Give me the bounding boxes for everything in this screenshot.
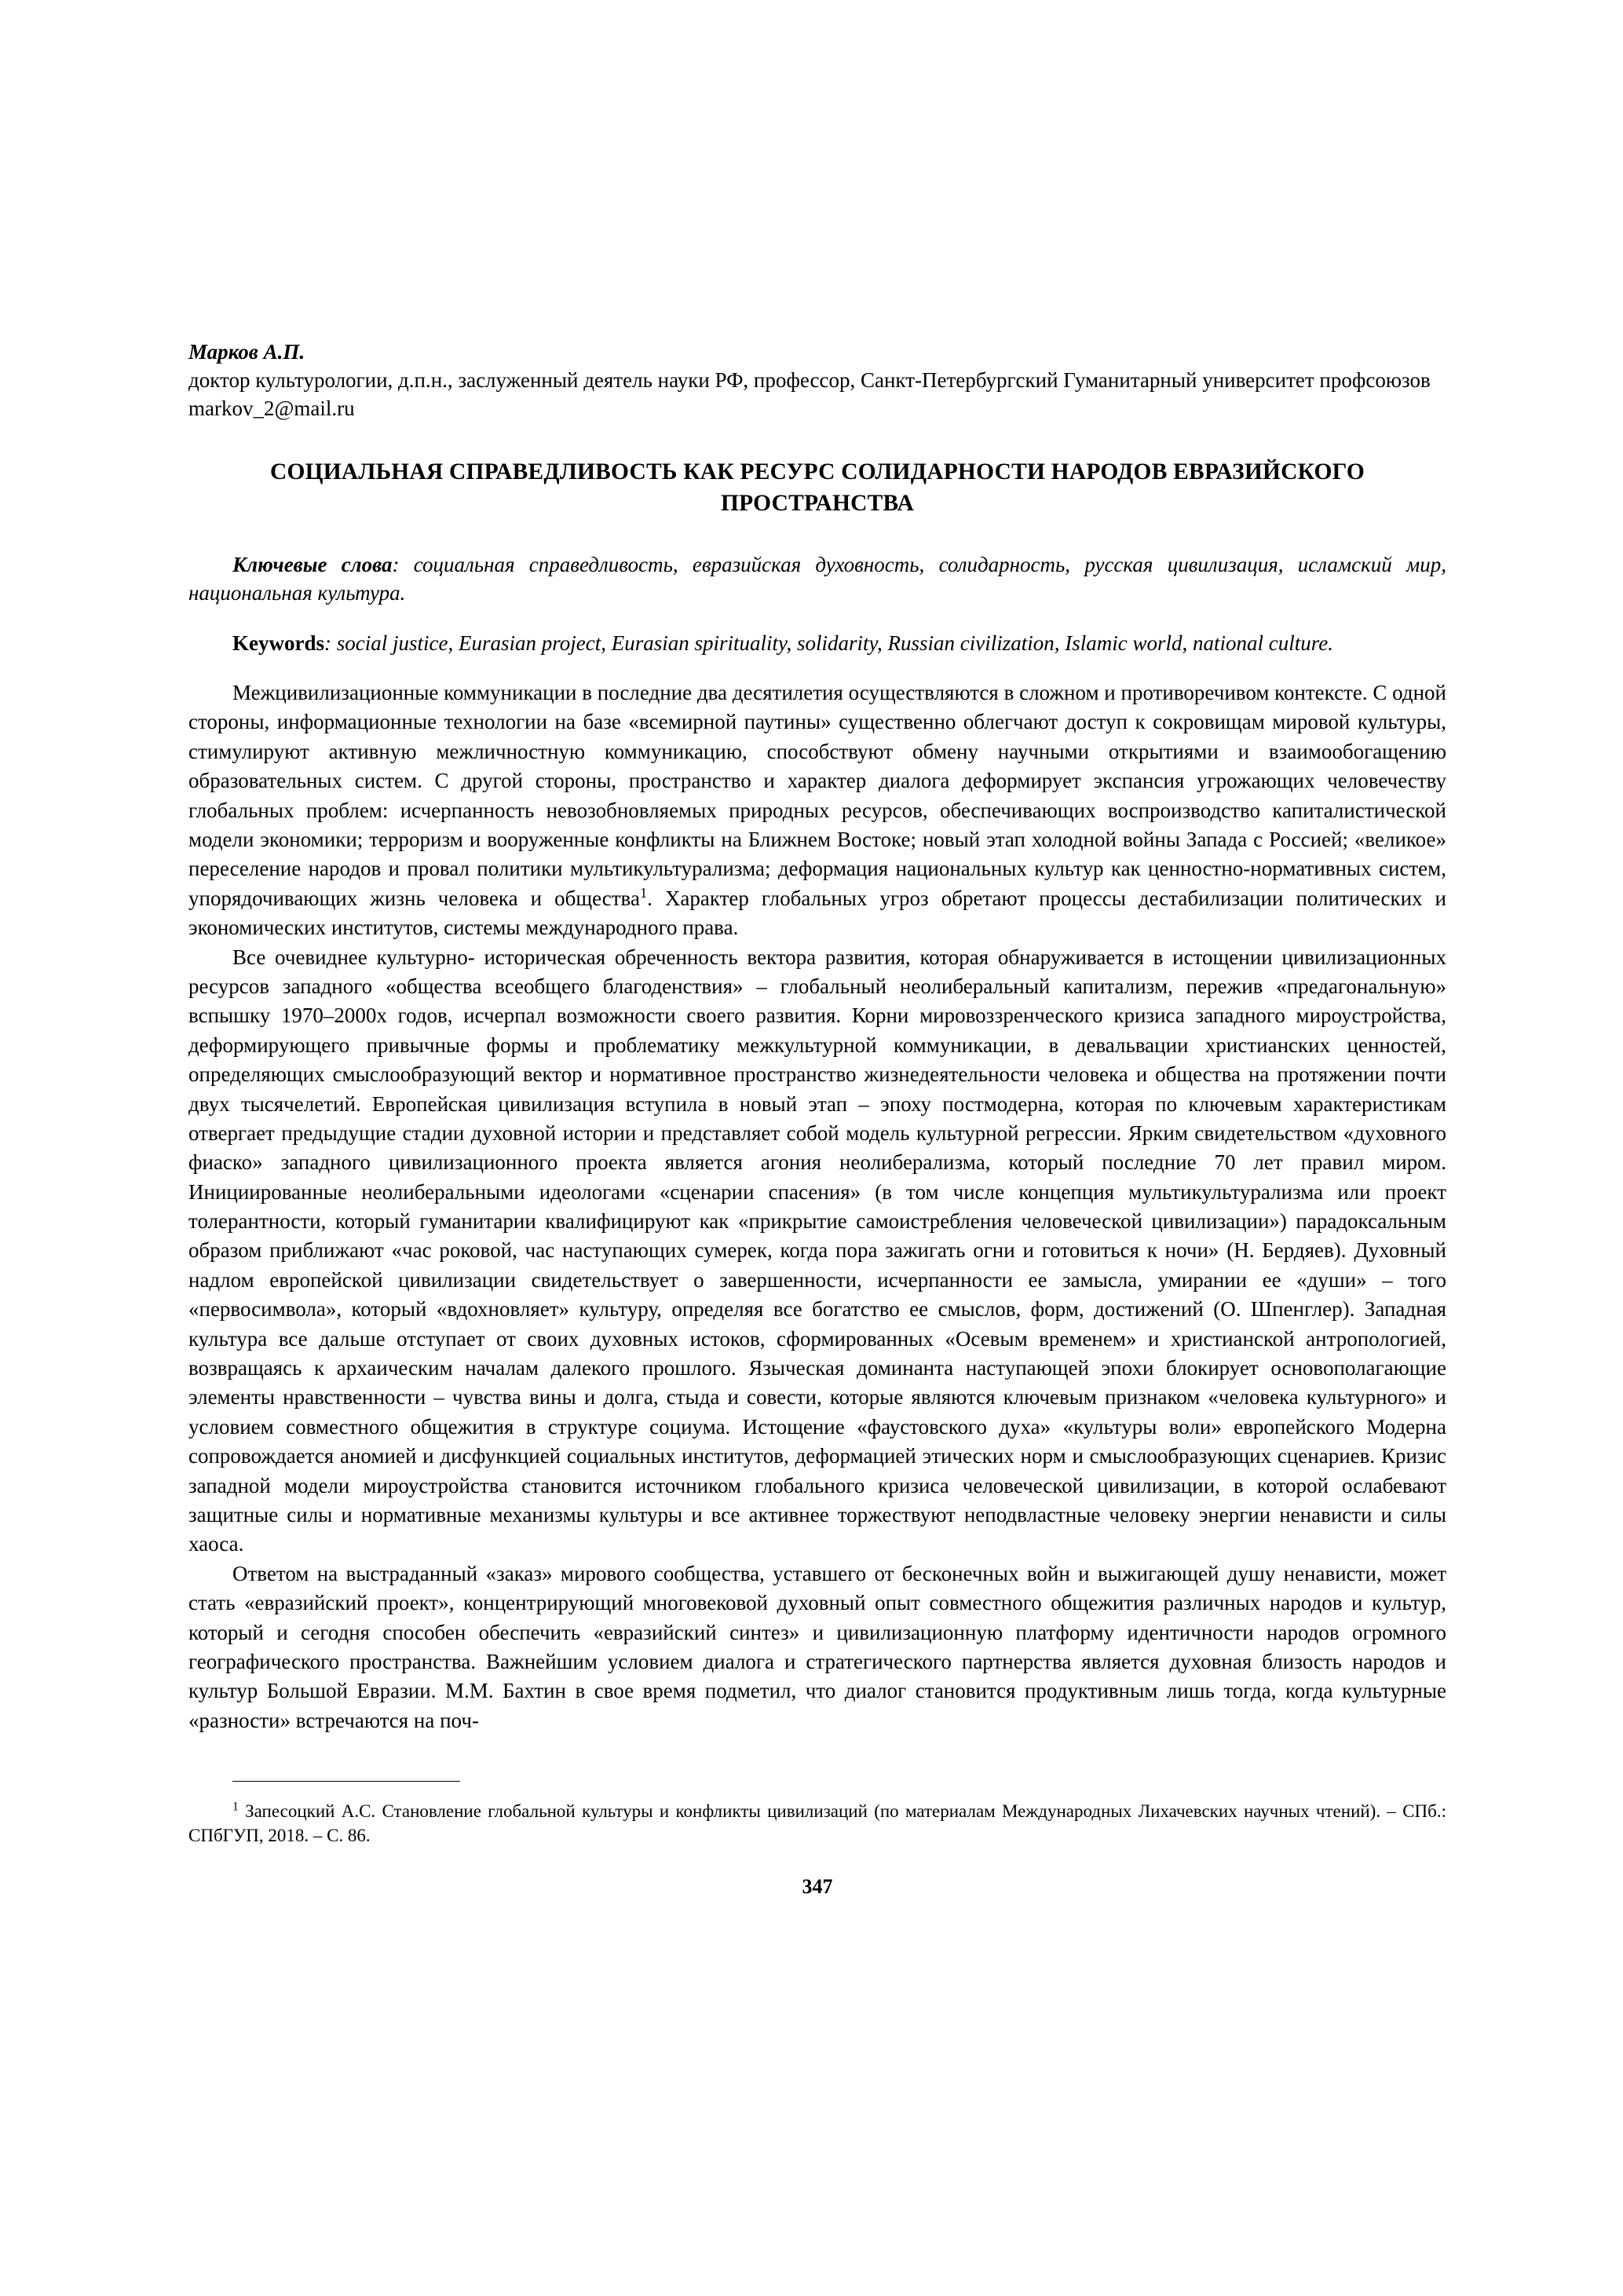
paragraph-3: Ответом на выстраданный «заказ» мирового сообщества, уставшего от бесконечных войн и выжигающей душу ненависти, может стать «евразийский проект», концентрирующий многовековой духовный опыт совместного общежития различных народов и культур, который и сегодня способен обеспечить «евразийский синтез» и цивилизационную платформу идентичности народов огромного географического пространства. Важнейшим условием диалога и стратегического партнерства является духовная близость народов и культур Большой Евразии. М.М. Бахтин в свое время подметил, что диалог становится продуктивным лишь тогда, когда культурные «разности» встречаются на поч- bbox=[188, 1561, 1446, 1732]
footnote-ref-1: 1 bbox=[639, 884, 648, 901]
page-number: 347 bbox=[802, 1874, 833, 1898]
author-affiliation: доктор культурологии, д.п.н., заслуженный деятель науки РФ, профессор, Санкт-Петербургский Гуманитарный университет профсоюзов bbox=[188, 368, 1431, 393]
article-body bbox=[188, 678, 1446, 1735]
paragraph-1-part-b: . Характер глобальных угроз обретают процессы дестабилизации политических и экономических институтов, системы международного права. bbox=[188, 886, 1446, 940]
author-block bbox=[188, 338, 1446, 423]
keywords-en-label: Keywords bbox=[232, 631, 324, 655]
keywords-ru-text: : социальная справедливость, евразийская духовность, солидарность, русская цивилизация, исламский мир, национальная культура. bbox=[188, 552, 1446, 605]
footnote-separator bbox=[232, 1781, 460, 1782]
author-name: Марков А.П. bbox=[188, 340, 305, 364]
paragraph-1 bbox=[188, 678, 1446, 943]
keywords-en bbox=[188, 629, 1446, 657]
paragraph-2: Все очевиднее культурно- историческая обреченность вектора развития, которая обнаруживается в истощении цивилизационных ресурсов западного «общества всеобщего благоденствия» – глобальный неолиберальный капитализм, пережив «предагональную» вспышку 1970–2000х годов, исчерпал возможности своего развития. Корни мировоззренческого кризиса западного мироустройства, деформирующего привычные формы и проблематику межкультурной коммуникации, в девальвации христианских ценностей, определяющих смыслообразующий вектор и нормативное пространство жизнедеятельности человека и общества на протяжении почти двух тысячелетий. Европейская цивилизация вступила в новый этап – эпоху постмодерна, которая по ключевым характеристикам отвергает предыдущие стадии духовной истории и представляет собой модель культурной регрессии. Ярким свидетельством «духовного фиаско» западного цивилизационного проекта является агония неолиберализма, который последние 70 лет правил миром. Инициированные неолиберальными идеологами «сценарии спасения» (в том числе концепция мультикультурализма или проект толерантности, который гуманитарии квалифицируют как «прикрытие самоистребления человеческой цивилизации») парадоксальным образом приближают «час роковой, час наступающих сумерек, когда пора зажигать огни и готовиться к ночи» (Н. Бердяев). Духовный надлом европейской цивилизации свидетельствует о завершенности, исчерпанности ее замысла, умирании ее «души» – того «первосимвола», который «вдохновляет» культуру, определяя все богатство ее смыслов, форм, достижений (О. Шпенглер). Западная культура все дальше отступает от своих духовных истоков, сформированных «Осевым временем» и христианской антропологией, возвращаясь к архаическим началам далекого прошлого. Языческая доминанта наступающей эпохи блокирует основополагающие элементы нравственности – чувства вины и долга, стыда и совести, которые являются ключевым признаком «человека культурного» и условием совместного общежития в структуре социума. Истощение «фаустовского духа» «культуры воли» европейского Модерна сопровождается аномией и дисфункцией социальных институтов, деформацией этических норм и смыслообразующих сценариев. Кризис западной модели мироустройства становится источником глобального кризиса человеческой цивилизации, в которой ослабевают защитные силы и нормативные механизмы культуры и все активнее торжествуют неподвластные человеку энергии ненависти и силы хаоса. bbox=[188, 945, 1446, 1556]
footnote-1-text: Запесоцкий А.С. Становление глобальной культуры и конфликты цивилизаций (по материалам Международных Лихачевских научных чтений). – СПб.: СПбГУП, 2018. – С. 86. bbox=[188, 1801, 1446, 1845]
keywords-block bbox=[188, 550, 1446, 657]
footnote-1 bbox=[188, 1800, 1446, 1848]
keywords-en-text: : social justice, Eurasian project, Eurasian spirituality, solidarity, Russian civilization, Islamic world, national culture. bbox=[324, 631, 1333, 655]
author-email: markov_2@mail.ru bbox=[188, 397, 355, 421]
page-title: СОЦИАЛЬНАЯ СПРАВЕДЛИВОСТЬ КАК РЕСУРС СОЛИДАРНОСТИ НАРОДОВ ЕВРАЗИЙСКОГО ПРОСТРАНСТВА bbox=[269, 459, 1365, 516]
paragraph-1-part-a: Межцивилизационные коммуникации в последние два десятилетия осуществляются в сложном и противоречивом контексте. С одной стороны, информационные технологии на базе «всемирной паутины» существенно облегчают доступ к сокровищам мировой культуры, стимулируют активную межличностную коммуникацию, способствуют обмену научными открытиями и взаимообогащению образовательных систем. С другой стороны, пространство и характер диалога деформирует экспансия угрожающих человечеству глобальных проблем: исчерпанность невозобновляемых природных ресурсов, обеспечивающих воспроизводство капиталистической модели экономики; терроризм и вооруженные конфликты на Ближнем Востоке; новый этап холодной войны Запада с Россией; «великое» переселение народов и провал политики мультикультурализма; деформация национальных культур как ценностно-нормативных систем, упорядочивающих жизнь человека и общества bbox=[188, 681, 1446, 910]
keywords-ru-label: Ключевые слова bbox=[232, 552, 393, 576]
footnote-marker-1: 1 bbox=[232, 1800, 239, 1814]
footnote-area bbox=[188, 1781, 1446, 1848]
keywords-ru bbox=[188, 550, 1446, 608]
